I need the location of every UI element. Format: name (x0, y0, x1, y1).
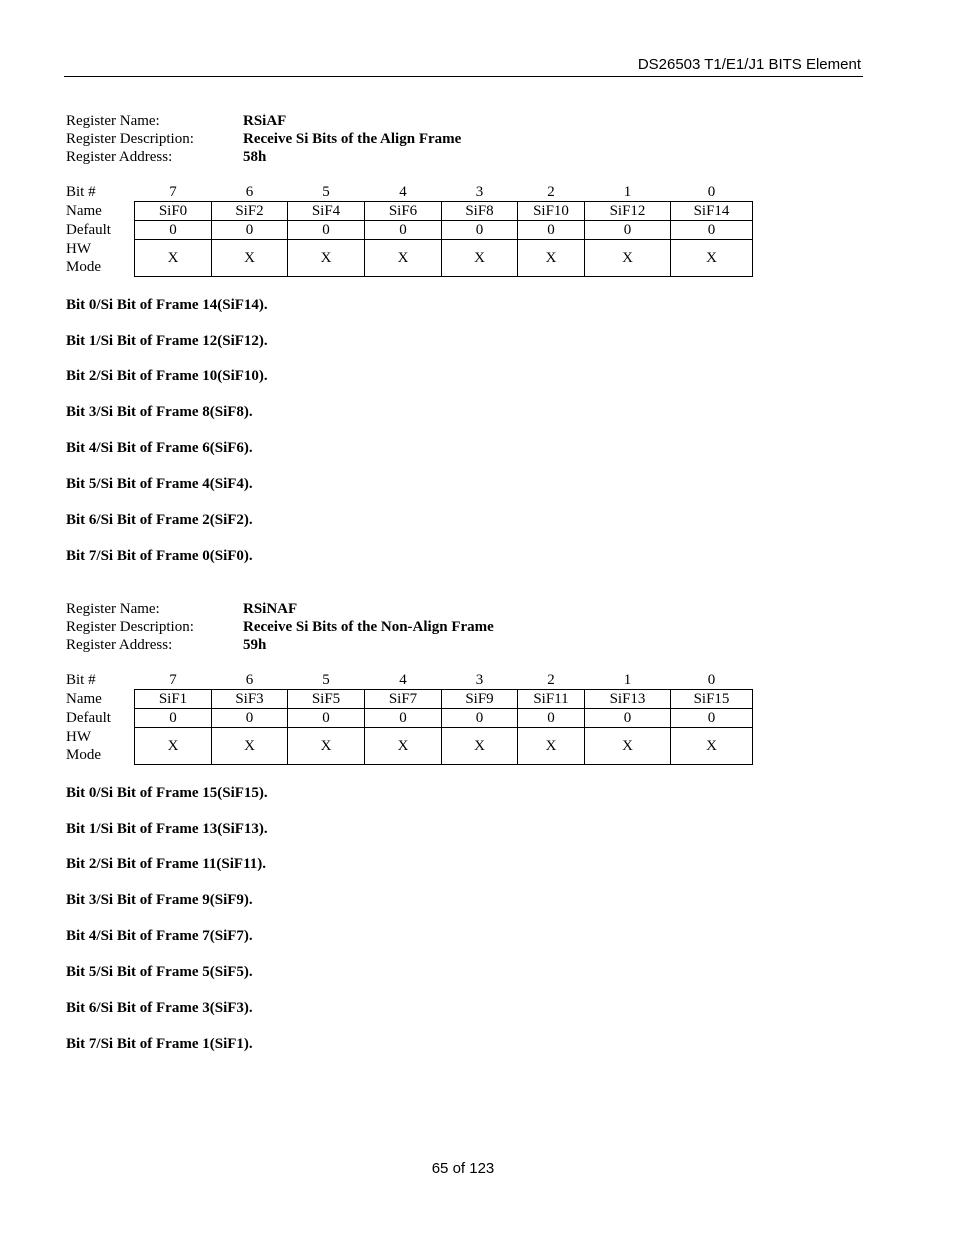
default-cell: 0 (135, 221, 212, 240)
default-cell: 0 (518, 221, 585, 240)
hw-mode-label (66, 240, 135, 277)
bit-description: Bit 5/Si Bit of Frame 4(SiF4). (66, 476, 253, 492)
bit-name-label: Name (66, 691, 102, 707)
mode-label: Mode (66, 747, 101, 763)
bit-name-cell: SiF15 (671, 690, 753, 709)
bit-description: Bit 0/Si Bit of Frame 14(SiF14). (66, 297, 268, 313)
hw-mode-cell: X (671, 728, 753, 765)
bit-table (66, 183, 753, 277)
default-cell: 0 (288, 221, 365, 240)
hw-mode-cell: X (212, 240, 288, 277)
default-cell: 0 (671, 221, 753, 240)
bit-number: 6 (245, 184, 254, 200)
hw-mode-cell: X (288, 728, 365, 765)
bit-number: 1 (623, 184, 632, 200)
bit-description: Bit 2/Si Bit of Frame 11(SiF11). (66, 856, 266, 872)
header-rule (64, 76, 863, 77)
default-label: Default (66, 222, 111, 238)
hw-mode-cell: X (135, 240, 212, 277)
bit-description: Bit 6/Si Bit of Frame 2(SiF2). (66, 512, 253, 528)
bit-name-cell: SiF11 (518, 690, 585, 709)
bit-name-cell: SiF7 (365, 690, 442, 709)
default-row (66, 709, 753, 728)
register-description-label: Register Description: (66, 619, 194, 635)
hw-mode-cell: X (442, 240, 518, 277)
bit-description: Bit 1/Si Bit of Frame 12(SiF12). (66, 333, 268, 349)
bit-number-label: Bit # (66, 184, 96, 201)
hw-label: HW (66, 241, 91, 257)
default-cell: 0 (585, 221, 671, 240)
bit-description: Bit 6/Si Bit of Frame 3(SiF3). (66, 1000, 253, 1016)
bit-description: Bit 3/Si Bit of Frame 8(SiF8). (66, 404, 253, 420)
bit-description: Bit 4/Si Bit of Frame 7(SiF7). (66, 928, 253, 944)
hw-mode-cell: X (365, 240, 442, 277)
bit-name-cell: SiF8 (442, 202, 518, 221)
page-footer: 65 of 123 (431, 1160, 495, 1177)
bit-description: Bit 5/Si Bit of Frame 5(SiF5). (66, 964, 253, 980)
bit-name-cell: SiF1 (135, 690, 212, 709)
hw-mode-label (66, 728, 135, 765)
bit-name-cell: SiF5 (288, 690, 365, 709)
bit-number: 5 (322, 672, 330, 688)
hw-mode-cell: X (212, 728, 288, 765)
register-address-row (66, 636, 866, 654)
bit-number: 5 (322, 184, 330, 200)
default-label: Default (66, 710, 111, 726)
bit-number: 6 (245, 672, 254, 688)
bit-name-cell: SiF3 (212, 690, 288, 709)
bit-description: Bit 3/Si Bit of Frame 9(SiF9). (66, 892, 253, 908)
bit-number: 0 (707, 184, 716, 200)
hw-mode-cell: X (288, 240, 365, 277)
default-row (66, 221, 753, 240)
default-cell: 0 (212, 709, 288, 728)
bit-number-row (66, 183, 753, 202)
register-name-label: Register Name: (66, 113, 160, 129)
hw-mode-cell: X (135, 728, 212, 765)
bit-description: Bit 7/Si Bit of Frame 1(SiF1). (66, 1036, 253, 1052)
bit-description: Bit 4/Si Bit of Frame 6(SiF6). (66, 440, 253, 456)
default-cell: 0 (288, 709, 365, 728)
bit-name-cell: SiF0 (135, 202, 212, 221)
register-section-rsinaf (66, 600, 866, 1060)
bit-number: 2 (547, 672, 555, 688)
register-name-row (66, 600, 866, 618)
hw-mode-cell: X (365, 728, 442, 765)
hw-mode-cell: X (585, 240, 671, 277)
bit-number: 1 (623, 672, 632, 688)
register-address-label: Register Address: (66, 149, 173, 165)
default-cell: 0 (671, 709, 753, 728)
default-cell: 0 (518, 709, 585, 728)
bit-description: Bit 2/Si Bit of Frame 10(SiF10). (66, 368, 268, 384)
bit-description: Bit 0/Si Bit of Frame 15(SiF15). (66, 785, 268, 801)
bit-name-cell: SiF6 (365, 202, 442, 221)
bit-number: 7 (169, 184, 177, 200)
bit-description: Bit 7/Si Bit of Frame 0(SiF0). (66, 548, 253, 564)
register-address-value: 59h (243, 637, 267, 653)
bit-number: 3 (475, 184, 484, 200)
bit-description: Bit 1/Si Bit of Frame 13(SiF13). (66, 821, 268, 837)
hw-mode-row (66, 728, 753, 765)
bit-number-row (66, 671, 753, 690)
register-name-label: Register Name: (66, 601, 160, 617)
default-cell: 0 (365, 221, 442, 240)
hw-mode-cell: X (585, 728, 671, 765)
register-section-rsiaf (66, 112, 866, 572)
mode-label: Mode (66, 259, 101, 275)
bit-name-cell: SiF14 (671, 202, 753, 221)
default-cell: 0 (442, 221, 518, 240)
hw-mode-row (66, 240, 753, 277)
default-cell: 0 (212, 221, 288, 240)
bit-name-cell: SiF13 (585, 690, 671, 709)
bit-number-label: Bit # (66, 672, 96, 689)
bit-table (66, 671, 753, 765)
register-address-row (66, 148, 866, 166)
bit-name-cell: SiF4 (288, 202, 365, 221)
register-name-value: RSiNAF (243, 601, 298, 617)
bit-name-label: Name (66, 203, 102, 219)
hw-mode-cell: X (442, 728, 518, 765)
register-name-value: RSiAF (243, 113, 287, 129)
bit-number: 0 (707, 672, 716, 688)
hw-mode-cell: X (518, 240, 585, 277)
default-cell: 0 (442, 709, 518, 728)
bit-name-cell: SiF9 (442, 690, 518, 709)
hw-label: HW (66, 729, 91, 745)
bit-name-row (66, 690, 753, 709)
bit-number: 3 (475, 672, 484, 688)
hw-mode-cell: X (671, 240, 753, 277)
bit-name-cell: SiF10 (518, 202, 585, 221)
hw-mode-cell: X (518, 728, 585, 765)
register-description-row (66, 618, 866, 636)
register-address-value: 58h (243, 149, 267, 165)
page-header: DS26503 T1/E1/J1 BITS Element (637, 56, 861, 73)
default-cell: 0 (135, 709, 212, 728)
bit-number: 7 (169, 672, 177, 688)
register-description-value: Receive Si Bits of the Align Frame (243, 131, 462, 147)
register-description-value: Receive Si Bits of the Non-Align Frame (243, 619, 494, 635)
default-cell: 0 (365, 709, 442, 728)
bit-name-cell: SiF2 (212, 202, 288, 221)
register-name-row (66, 112, 866, 130)
bit-number: 4 (399, 184, 407, 200)
bit-name-row (66, 202, 753, 221)
register-address-label: Register Address: (66, 637, 173, 653)
bit-number: 4 (399, 672, 407, 688)
default-cell: 0 (585, 709, 671, 728)
bit-number: 2 (547, 184, 555, 200)
bit-name-cell: SiF12 (585, 202, 671, 221)
register-description-row (66, 130, 866, 148)
register-description-label: Register Description: (66, 131, 194, 147)
